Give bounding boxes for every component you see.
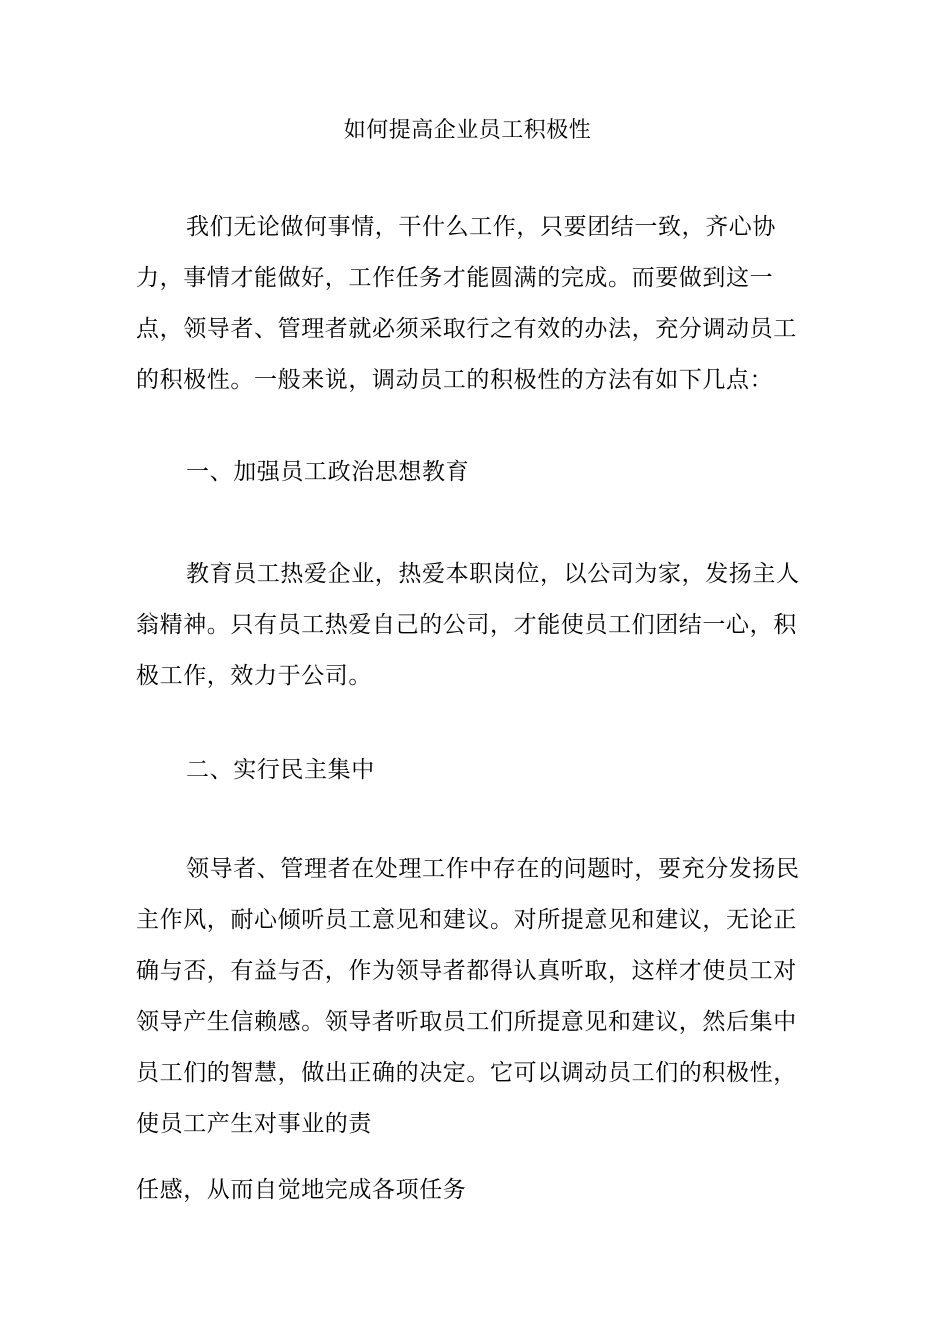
intro-paragraph: 我们无论做何事情，干什么工作，只要团结一致，齐心协力，事情才能做好，工作任务才能圆满的完成。而要做到这一点，领导者、管理者就必须采取行之有效的办法，充分调动员工的积极性。一般来说，调动员工的积极性的方法有如下几点： [136, 214, 797, 393]
section-heading-2: 二、实行民主集中 [186, 757, 375, 783]
section-body-1: 教育员工热爱企业，热爱本职岗位，以公司为家，发扬主人翁精神。只有员工热爱自己的公司，才能使员工们团结一心，积极工作，效力于公司。 [136, 561, 800, 689]
continuation-paragraph: 任感，从而自觉地完成各项任务 [136, 1177, 467, 1203]
document-title: 如何提高企业员工积极性 [343, 118, 592, 143]
section-body-2: 领导者、管理者在处理工作中存在的问题时，要充分发扬民主作风，耐心倾听员工意见和建议。对所提意见和建议，无论正确与否，有益与否，作为领导者都得认真听取，这样才使员工对领导产生信赖感。领导者听取员工们所提意见和建议，然后集中员工们的智慧，做出正确的决定。它可以调动员工们的积极性，使员工产生对事业的责 [136, 856, 800, 1137]
section-heading-1: 一、加强员工政治思想教育 [186, 459, 470, 485]
